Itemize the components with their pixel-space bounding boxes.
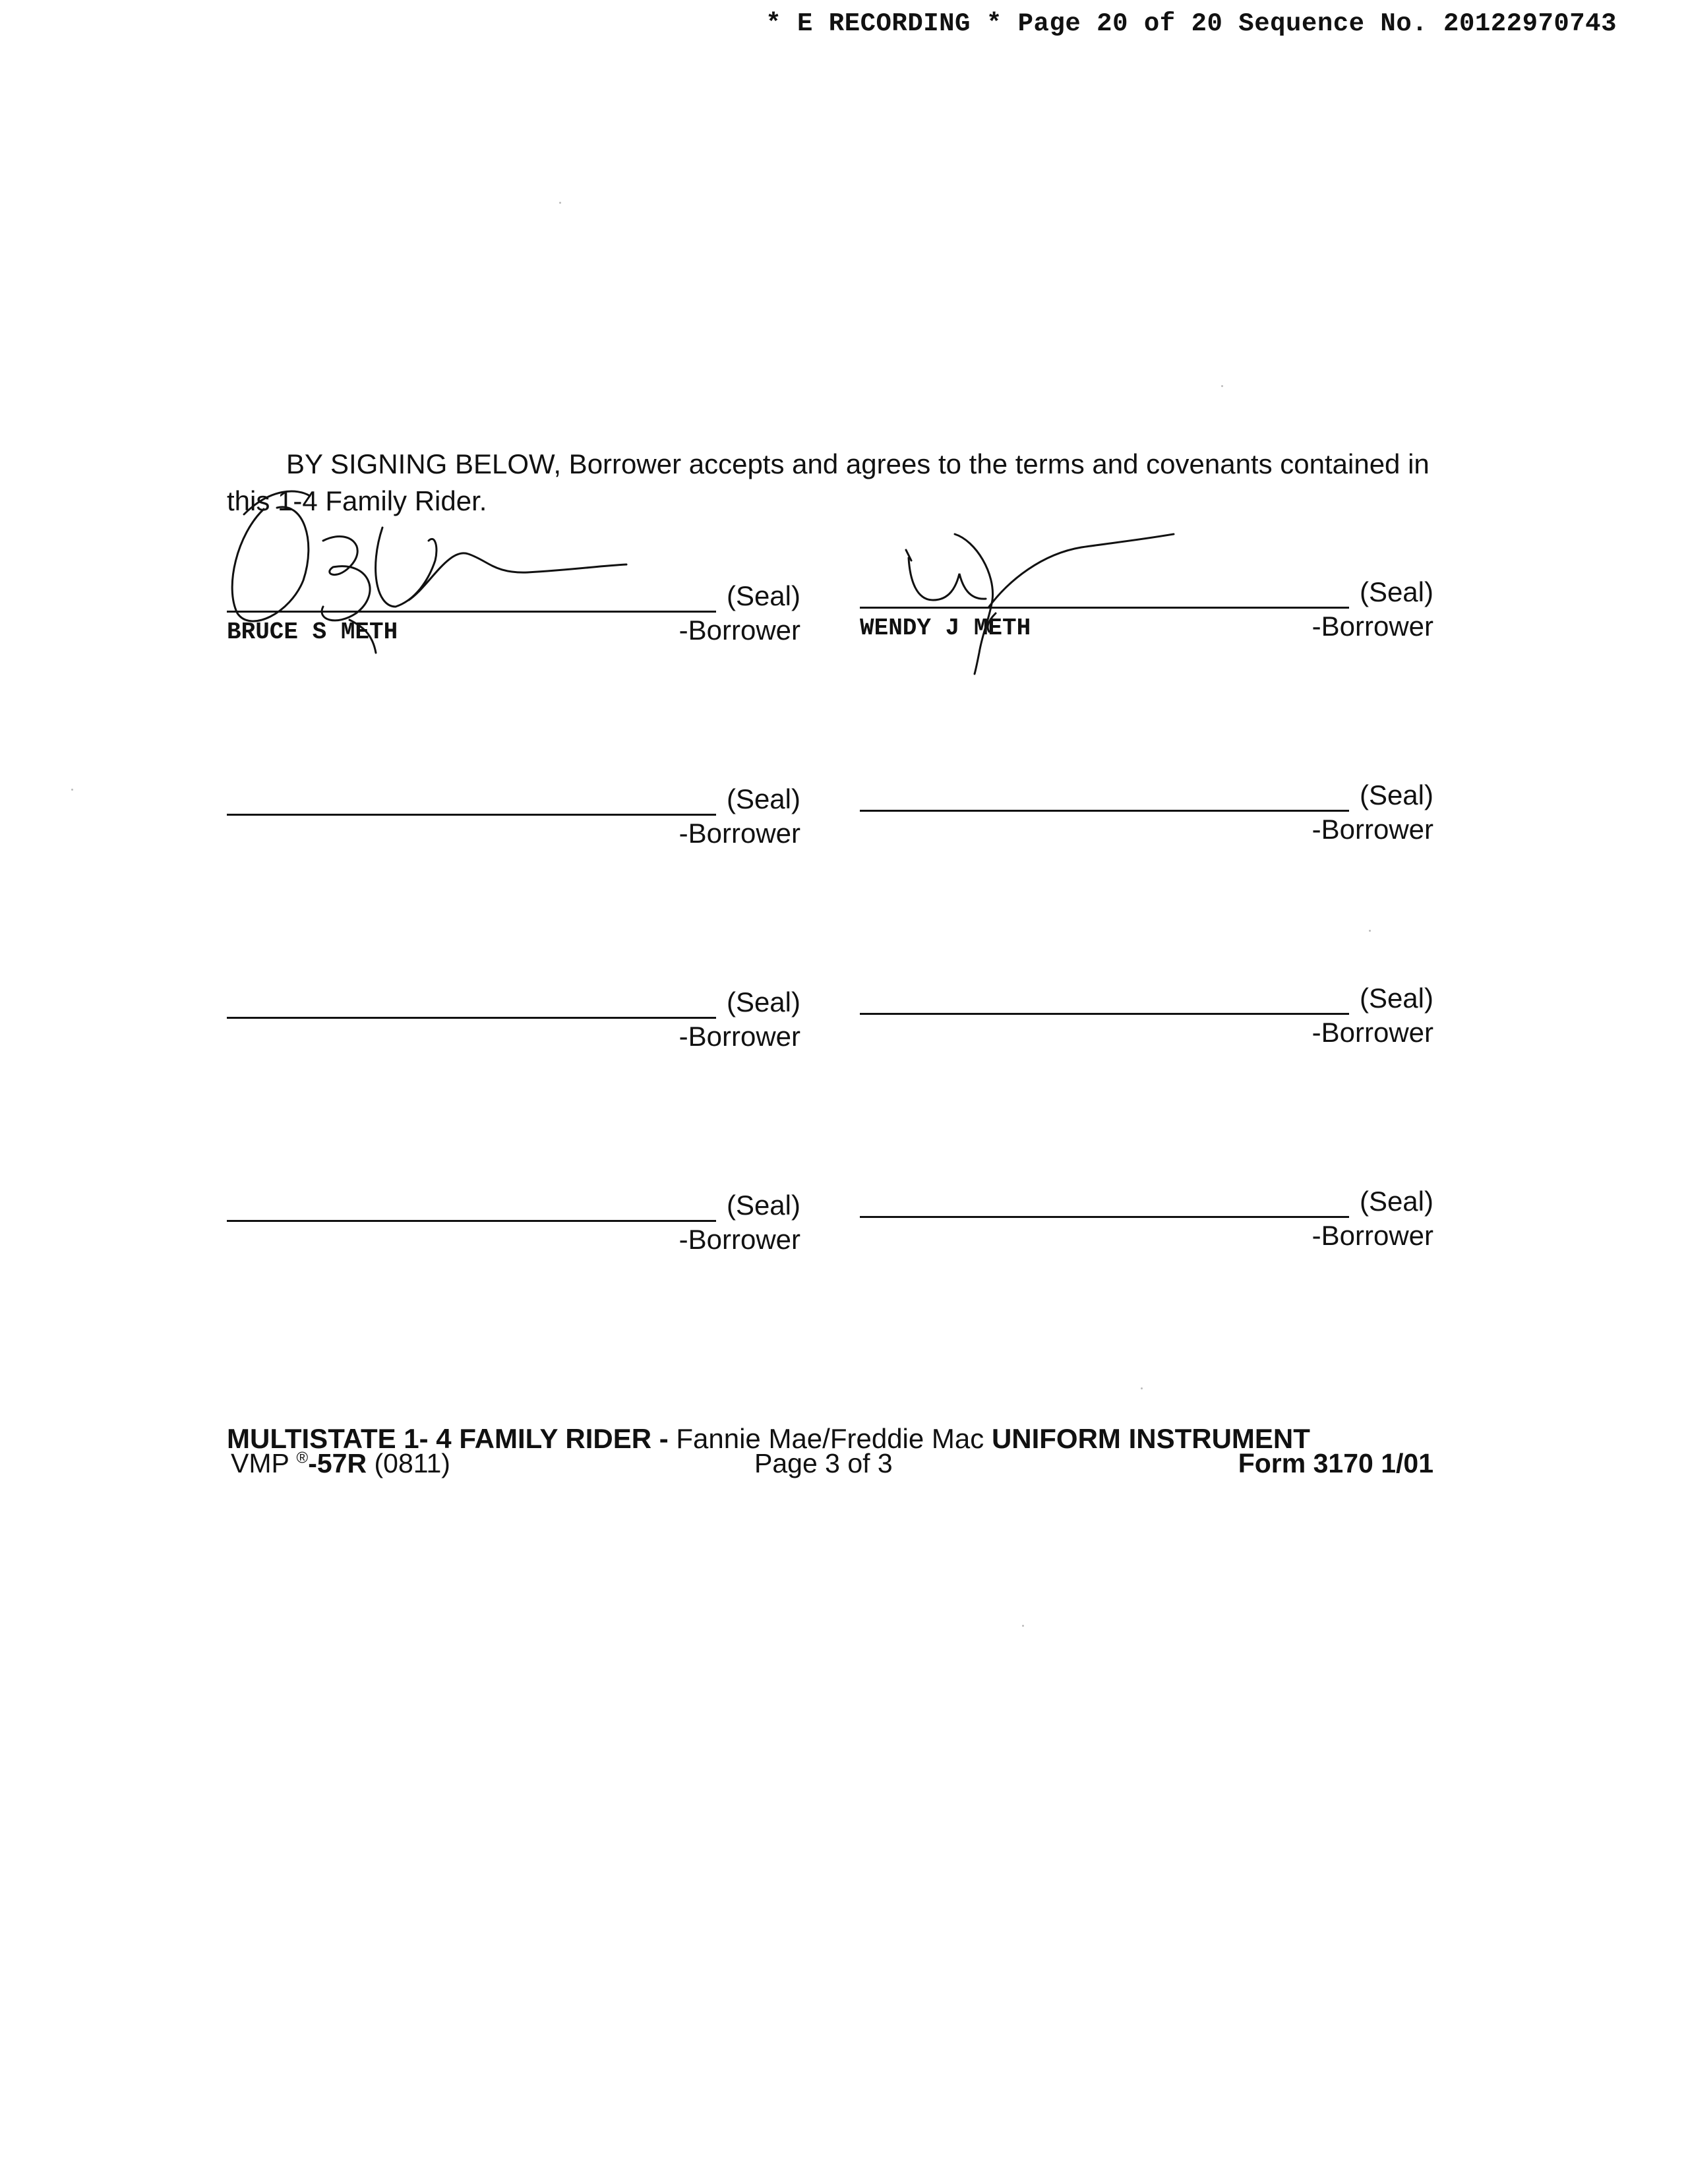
vmp-code (231, 1448, 450, 1479)
agreement-statement: BY SIGNING BELOW, Borrower accepts and agrees to the terms and covenants contained in this 1-4 Family Rider. (227, 448, 1430, 516)
page-number: Page 3 of 3 (754, 1448, 893, 1478)
signature-line (227, 814, 716, 816)
signature-block-8 (860, 1186, 1433, 1258)
signature-block-6 (860, 983, 1433, 1055)
scan-speck (1369, 930, 1371, 932)
seal-label: (Seal) (1359, 576, 1433, 607)
scan-speck (1141, 1387, 1143, 1389)
signature-block-5 (227, 986, 800, 1059)
recording-header: * E RECORDING * Page 20 of 20 Sequence No. 20122970743 (766, 9, 1617, 38)
signature-block-4 (860, 779, 1433, 852)
signature-line (860, 1013, 1349, 1015)
borrower-label: -Borrower (1311, 611, 1433, 642)
registered-mark: ® (296, 1449, 309, 1467)
scan-speck (71, 789, 73, 791)
form-title-bold: MULTISTATE 1- 4 FAMILY RIDER - (227, 1423, 669, 1454)
form-title-end: UNIFORM INSTRUMENT (991, 1423, 1310, 1454)
borrower-label: -Borrower (1311, 1220, 1433, 1251)
signature-line (227, 1017, 716, 1019)
signature-line (860, 1216, 1349, 1218)
borrower-label: -Borrower (678, 615, 800, 646)
vmp-number: -57R (308, 1448, 367, 1478)
seal-label: (Seal) (1359, 1186, 1433, 1217)
signature-line (860, 810, 1349, 812)
handwritten-signature-1 (218, 462, 640, 679)
scan-speck (559, 202, 561, 204)
borrower-label: -Borrower (1311, 814, 1433, 845)
seal-label: (Seal) (1359, 983, 1433, 1014)
borrower-label: -Borrower (678, 1021, 800, 1052)
form-footer-row (231, 1448, 1433, 1488)
form-number: Form 3170 1/01 (1238, 1448, 1433, 1478)
seal-label: (Seal) (726, 986, 800, 1017)
signature-line (227, 1220, 716, 1222)
borrower-label: -Borrower (1311, 1017, 1433, 1048)
borrower-name: BRUCE S METH (227, 619, 398, 646)
handwritten-signature-2 (897, 521, 1200, 679)
scan-speck (1022, 1625, 1024, 1627)
form-title-agencies: Fannie Mae/Freddie Mac (676, 1423, 984, 1454)
seal-label: (Seal) (1359, 779, 1433, 810)
seal-label: (Seal) (726, 1190, 800, 1221)
vmp-prefix: VMP (231, 1448, 289, 1478)
vmp-suffix: (0811) (374, 1448, 450, 1478)
borrower-label: -Borrower (678, 818, 800, 849)
borrower-label: -Borrower (678, 1224, 800, 1255)
borrower-name: WENDY J METH (860, 615, 1031, 642)
seal-label: (Seal) (726, 580, 800, 611)
seal-label: (Seal) (726, 783, 800, 814)
signature-block-3 (227, 783, 800, 856)
scan-speck (1221, 385, 1223, 387)
signature-block-7 (227, 1190, 800, 1262)
